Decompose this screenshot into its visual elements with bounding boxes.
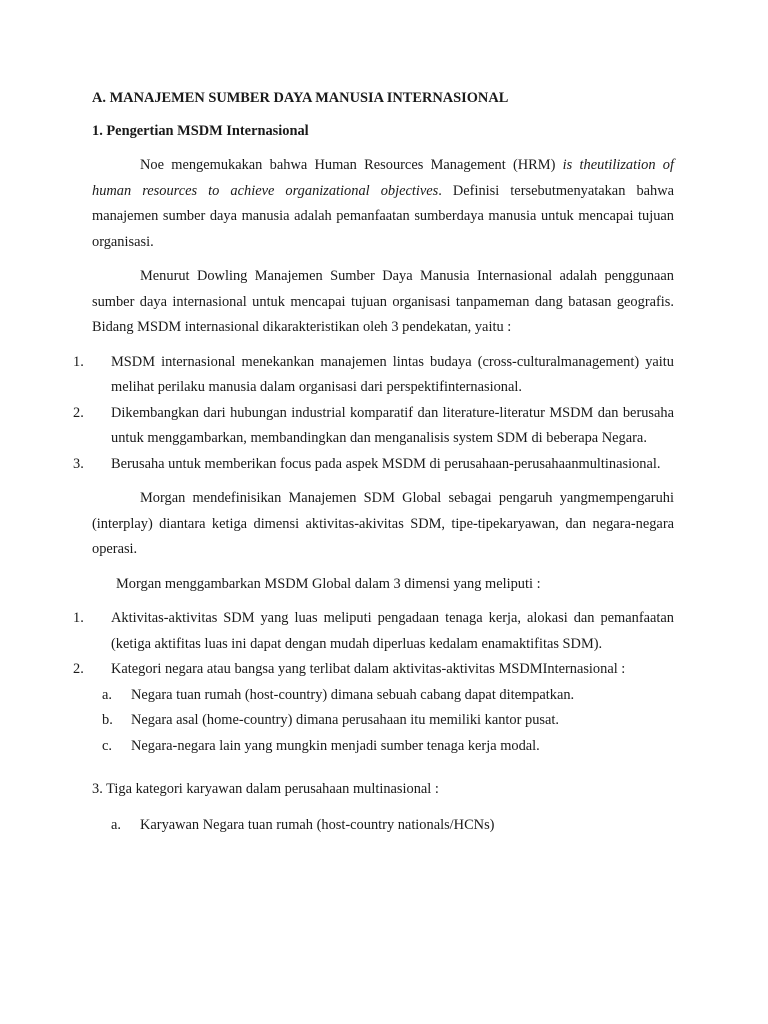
list-item-text: Negara tuan rumah (host-country) dimana sebuah cabang dapat ditempatkan. (131, 686, 575, 703)
list-item-text: Dikembangkan dari hubungan industrial komparatif dan literature-literatur MSDM dan berusaha untuk menggambarkan, membandingkan dan menganalisis system SDM di beberapa Negara. (111, 404, 674, 446)
list-item (102, 708, 674, 734)
list-marker: a. (111, 816, 121, 833)
list-item-text: Negara-negara lain yang mungkin menjadi sumber tenaga kerja modal. (131, 737, 540, 754)
list-item (73, 606, 674, 657)
list-marker: 1. (73, 610, 84, 626)
list-item-text: Karyawan Negara tuan rumah (host-country nationals/HCNs) (140, 816, 495, 833)
list-item-text: MSDM internasional menekankan manajemen lintas budaya (cross-culturalmanagement) yaitu melihat perilaku manusia dalam organisasi dari perspektifinternasional. (111, 353, 674, 395)
employee-categories-heading: 3. Tiga kategori karyawan dalam perusahaan multinasional : (92, 781, 439, 797)
list-item (102, 734, 674, 760)
list-item (111, 813, 674, 839)
list-item (102, 683, 674, 709)
list-marker: 3. (73, 455, 84, 472)
list-item (73, 350, 674, 401)
list-item (73, 657, 674, 759)
list-marker: 1. (73, 353, 84, 370)
approaches-list (73, 350, 674, 478)
list-marker: 2. (73, 661, 84, 677)
list-item-text: Kategori negara atau bangsa yang terlibat dalam aktivitas-aktivitas MSDMInternasional : (111, 661, 626, 677)
list-marker: a. (102, 686, 112, 703)
list-marker: b. (102, 712, 113, 728)
paragraph-hrm-italic: is theutilization of human resources to achieve organizational objectives (92, 157, 674, 199)
list-item (73, 452, 674, 478)
paragraph-hrm-lead: Noe mengemukakan bahwa Human Resources Management (HRM) (140, 157, 563, 173)
list-marker: c. (102, 737, 112, 754)
list-marker: 2. (73, 404, 84, 421)
paragraph-morgan-definition: Morgan mendefinisikan Manajemen SDM Global sebagai pengaruh yangmempengaruhi (interplay) diantara ketiga dimensi aktivitas-akivitas SDM, tipe-tipekaryawan, dan negara-negara operasi. (92, 490, 674, 557)
document-title: A. MANAJEMEN SUMBER DAYA MANUSIA INTERNASIONAL (92, 90, 509, 106)
list-item-text: Aktivitas-aktivitas SDM yang luas meliputi pengadaan tenaga kerja, alokasi dan pemanfaatan (ketiga aktifitas luas ini dapat dengan mudah diperluas kedalam enamaktifitas SDM). (111, 610, 674, 652)
country-category-list (102, 683, 674, 760)
list-item-text: Negara asal (home-country) dimana perusahaan itu memiliki kantor pusat. (131, 712, 559, 728)
paragraph-hrm-definition (92, 153, 674, 255)
list-item-text: Berusaha untuk memberikan focus pada aspek MSDM di perusahaan-perusahaanmultinasional. (111, 455, 661, 472)
paragraph-hrm-trail: . Definisi tersebutmenyatakan bahwa manajemen sumber daya manusia adalah pemanfaatan sumberdaya manusia untuk mencapai tujuan organisasi. (92, 182, 674, 250)
dimensions-list (73, 606, 674, 759)
section-1-title: 1. Pengertian MSDM Internasional (92, 123, 309, 139)
list-item (73, 401, 674, 452)
paragraph-dowling: Menurut Dowling Manajemen Sumber Daya Manusia Internasional adalah penggunaan sumber daya internasional untuk mencapai tujuan organisasi tanpameman dang batasan geografis. Bidang MSDM internasional dikarakteristikan oleh 3 pendekatan, yaitu : (92, 268, 674, 335)
paragraph-morgan-dimensions: Morgan menggambarkan MSDM Global dalam 3 dimensi yang meliputi : (116, 575, 541, 592)
employee-category-list (92, 813, 674, 839)
